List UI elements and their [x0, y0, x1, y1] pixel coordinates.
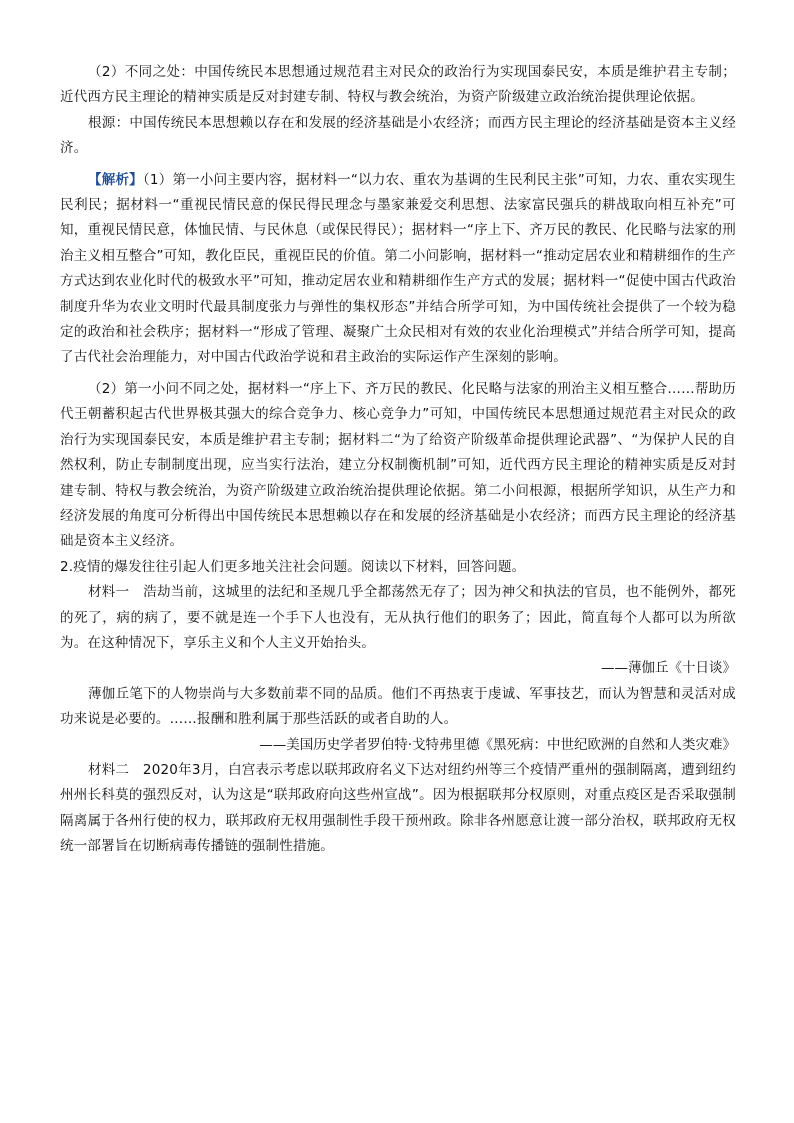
analysis-tag: 【解析】 — [88, 171, 143, 188]
analysis-part1-text: （1）第一小问主要内容，据材料一“以力农、重农为基调的生民利民主张”可知，力农、重农实现生民利民；据材料一“重视民情民意的保民得民理念与墨家兼爱交利思想、法家富民强兵的耕战取向相互补充”可知，重视民情民意，体恤民情、与民休息（或保民得民）；据材料一“序上下、齐万民的教民、化民略与法家的刑治主义相互整合”可知，教化臣民，重视臣民的价值。第二小问影响，据材料一“推动定居农业和精耕细作的生产方式达到农业化时代的极致水平”可知，推动定居农业和精耕细作生产方式的发展；据材料一“促使中国古代政治制度升华为农业文明时代最具制度张力与弹性的集权形态”并结合所学可知，为中国传统社会提供了一个较为稳定的政治和社会秩序；据材料一“形成了管理、凝聚广土众民相对有效的农业化治理模式”并结合所学可知，提高了古代社会治理能力，对中国古代政治学说和君主政治的实际运作产生深刻的影响。 — [60, 171, 736, 366]
answer-part2-differences: （2）不同之处：中国传统民本思想通过规范君主对民众的政治行为实现国泰民安，本质是维护君主专制；近代西方民主理论的精神实质是反对封建专制、特权与教会统治，为资产阶级建立政治统治提供理论依据。 — [60, 64, 736, 106]
material1-source-gottfried: ——美国历史学者罗伯特·戈特弗里德《黑死病：中世纪欧洲的自然和人类灾难》 — [259, 736, 736, 753]
question2-stem: 2.疫情的爆发往往引起人们更多地关注社会问题。阅读以下材料，回答问题。 — [60, 558, 526, 575]
material1-commentary: 薄伽丘笔下的人物崇尚与大多数前辈不同的品质。他们不再热衷于虔诚、军事技艺，而认为智慧和灵活对成功来说是必要的。……报酬和胜利属于那些活跃的或者自助的人。 — [60, 685, 736, 728]
answer-part2-roots: 根源：中国传统民本思想赖以存在和发展的经济基础是小农经济；而西方民主理论的经济基础是资本主义经济。 — [60, 114, 736, 157]
material1-source-boccaccio: ——薄伽丘《十日谈》 — [601, 660, 736, 677]
material2-paragraph: 材料二 2020年3月，白宫表示考虑以联邦政府名义下达对纽约州等三个疫情严重州的强制隔离，遭到纽约州州长科莫的强烈反对，认为这是“联邦政府向这些州宣战”。因为根据联邦分权原则，对重点疫区是否采取强制隔离属于各州行使的权力，联邦政府无权用强制性手段干预州政。除非各州愿意让渡一部分治权，联邦政府无权统一部署旨在切断病毒传播链的强制性措施。 — [60, 761, 736, 855]
analysis-part1 — [60, 168, 736, 371]
material1-paragraph: 材料一 浩劫当前，这城里的法纪和圣规几乎全都荡然无存了；因为神父和执法的官员，也不能例外，都死的死了，病的病了，要不就是连一个手下人也没有，无从执行他们的职务了；因此，简直每个人都可以为所欲为。在这种情况下，享乐主义和个人主义开始抬头。 — [60, 584, 736, 651]
analysis-part2: （2）第一小问不同之处，据材料一“序上下、齐万民的教民、化民略与法家的刑治主义相互整合……帮助历代王朝蓄积起古代世界极其强大的综合竞争力、核心竞争力”可知，中国传统民本思想通过规范君主对民众的政治行为实现国泰民安，本质是维护君主专制；据材料二“为了给资产阶级革命提供理论武器”、“为保护人民的自然权利，防止专制制度出现，应当实行法治，建立分权制衡机制”可知，近代西方民主理论的精神实质是反对封建专制、特权与教会统治，为资产阶级建立政治统治提供理论依据。第二小问根源，根据所学知识，从生产力和经济发展的角度可分析得出中国传统民本思想赖以存在和发展的经济基础是小农经济；而西方民主理论的经济基础是资本主义经济。 — [60, 380, 736, 550]
document-page — [60, 60, 736, 860]
